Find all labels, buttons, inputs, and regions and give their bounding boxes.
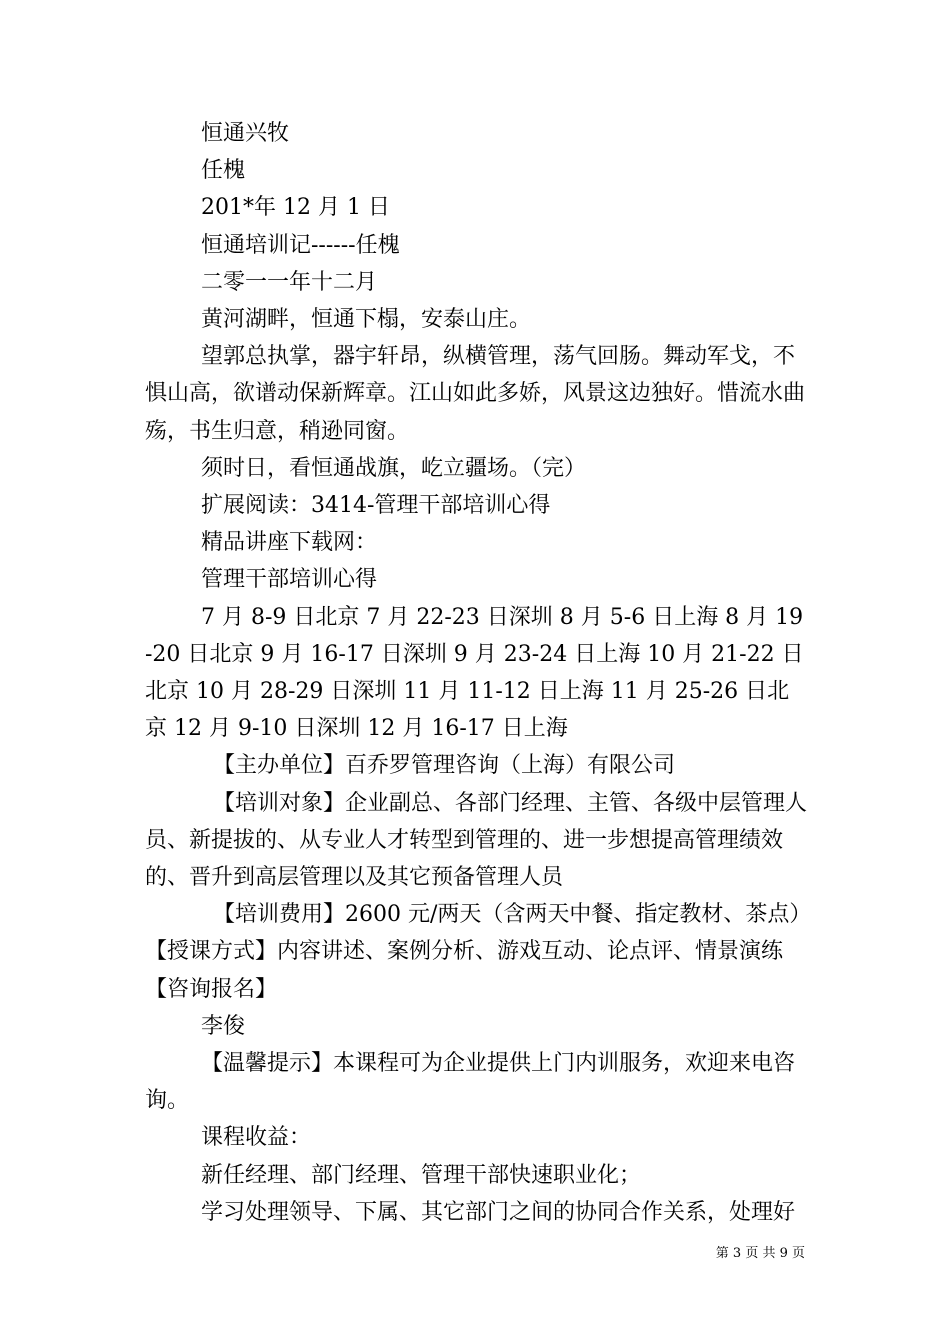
paragraph-poem-title: 恒通培训记------任槐 xyxy=(201,232,400,258)
paragraph-teaching-method: 【授课方式】内容讲述、案例分析、游戏互动、论点评、情景演练 xyxy=(145,939,784,965)
paragraph-benefit-1: 新任经理、部门经理、管理干部快速职业化； xyxy=(201,1162,642,1188)
paragraph-fee: 【培训费用】2600 元/两天（含两天中餐、指定教材、茶点） xyxy=(213,902,812,928)
paragraph-tip: 【温馨提示】本课程可为企业提供上门内训服务，欢迎来电咨询。 xyxy=(145,1051,796,1114)
paragraph-benefits-heading: 课程收益： xyxy=(201,1125,312,1151)
paragraph-date: 201*年 12 月 1 日 xyxy=(201,195,390,221)
document-body xyxy=(145,115,810,1231)
page-number: 第 3 页 共 9 页 xyxy=(715,1246,805,1261)
paragraph-registration: 【咨询报名】 xyxy=(145,976,278,1002)
paragraph-organizer: 【主办单位】百乔罗管理咨询（上海）有限公司 xyxy=(213,753,676,779)
paragraph-poem-date: 二零一一年十二月 xyxy=(201,269,378,295)
paragraph-extended-reading: 扩展阅读：3414-管理干部培训心得 xyxy=(201,493,551,519)
paragraph-course-title: 管理干部培训心得 xyxy=(201,567,378,593)
paragraph-audience: 【培训对象】企业副总、各部门经理、主管、各级中层管理人员、新提拔的、从专业人才转型到管理的、进一步想提高管理绩效的、晋升到高层管理以及其它预备管理人员 xyxy=(145,790,808,891)
paragraph-poem-line-2: 望郭总执掌，器宇轩昂，纵横管理，荡气回肠。舞动军戈，不惧山高，欲谱动保新辉章。江山如此多娇，风景这边独好。惜流水曲殇，书生归意，稍逊同窗。 xyxy=(145,344,806,444)
paragraph-download-site: 精品讲座下载网： xyxy=(201,530,378,556)
paragraph-poem-line-3: 须时日，看恒通战旗，屹立疆场。（完） xyxy=(201,455,587,481)
paragraph-benefit-2: 学习处理领导、下属、其它部门之间的协同合作关系，处理好 xyxy=(201,1199,796,1225)
paragraph-contact-name: 李俊 xyxy=(201,1013,246,1039)
paragraph-company: 恒通兴牧 xyxy=(201,121,290,146)
paragraph-poem-line-1: 黄河湖畔，恒通下榻，安泰山庄。 xyxy=(201,307,532,333)
paragraph-author: 任槐 xyxy=(201,158,246,184)
paragraph-schedule: 7 月 8-9 日北京 7 月 22-23 日深圳 8 月 5-6 日上海 8 月 19-20 日北京 9 月 16-17 日深圳 9 月 23-24 日上海 10 月 21-22 日北京 10 月 28-29 日深圳 11 月 11-12 日上海 11 月 25-26 日北京 12 月 9-10 日深圳 12 月 16-17 日上海 xyxy=(145,604,804,742)
